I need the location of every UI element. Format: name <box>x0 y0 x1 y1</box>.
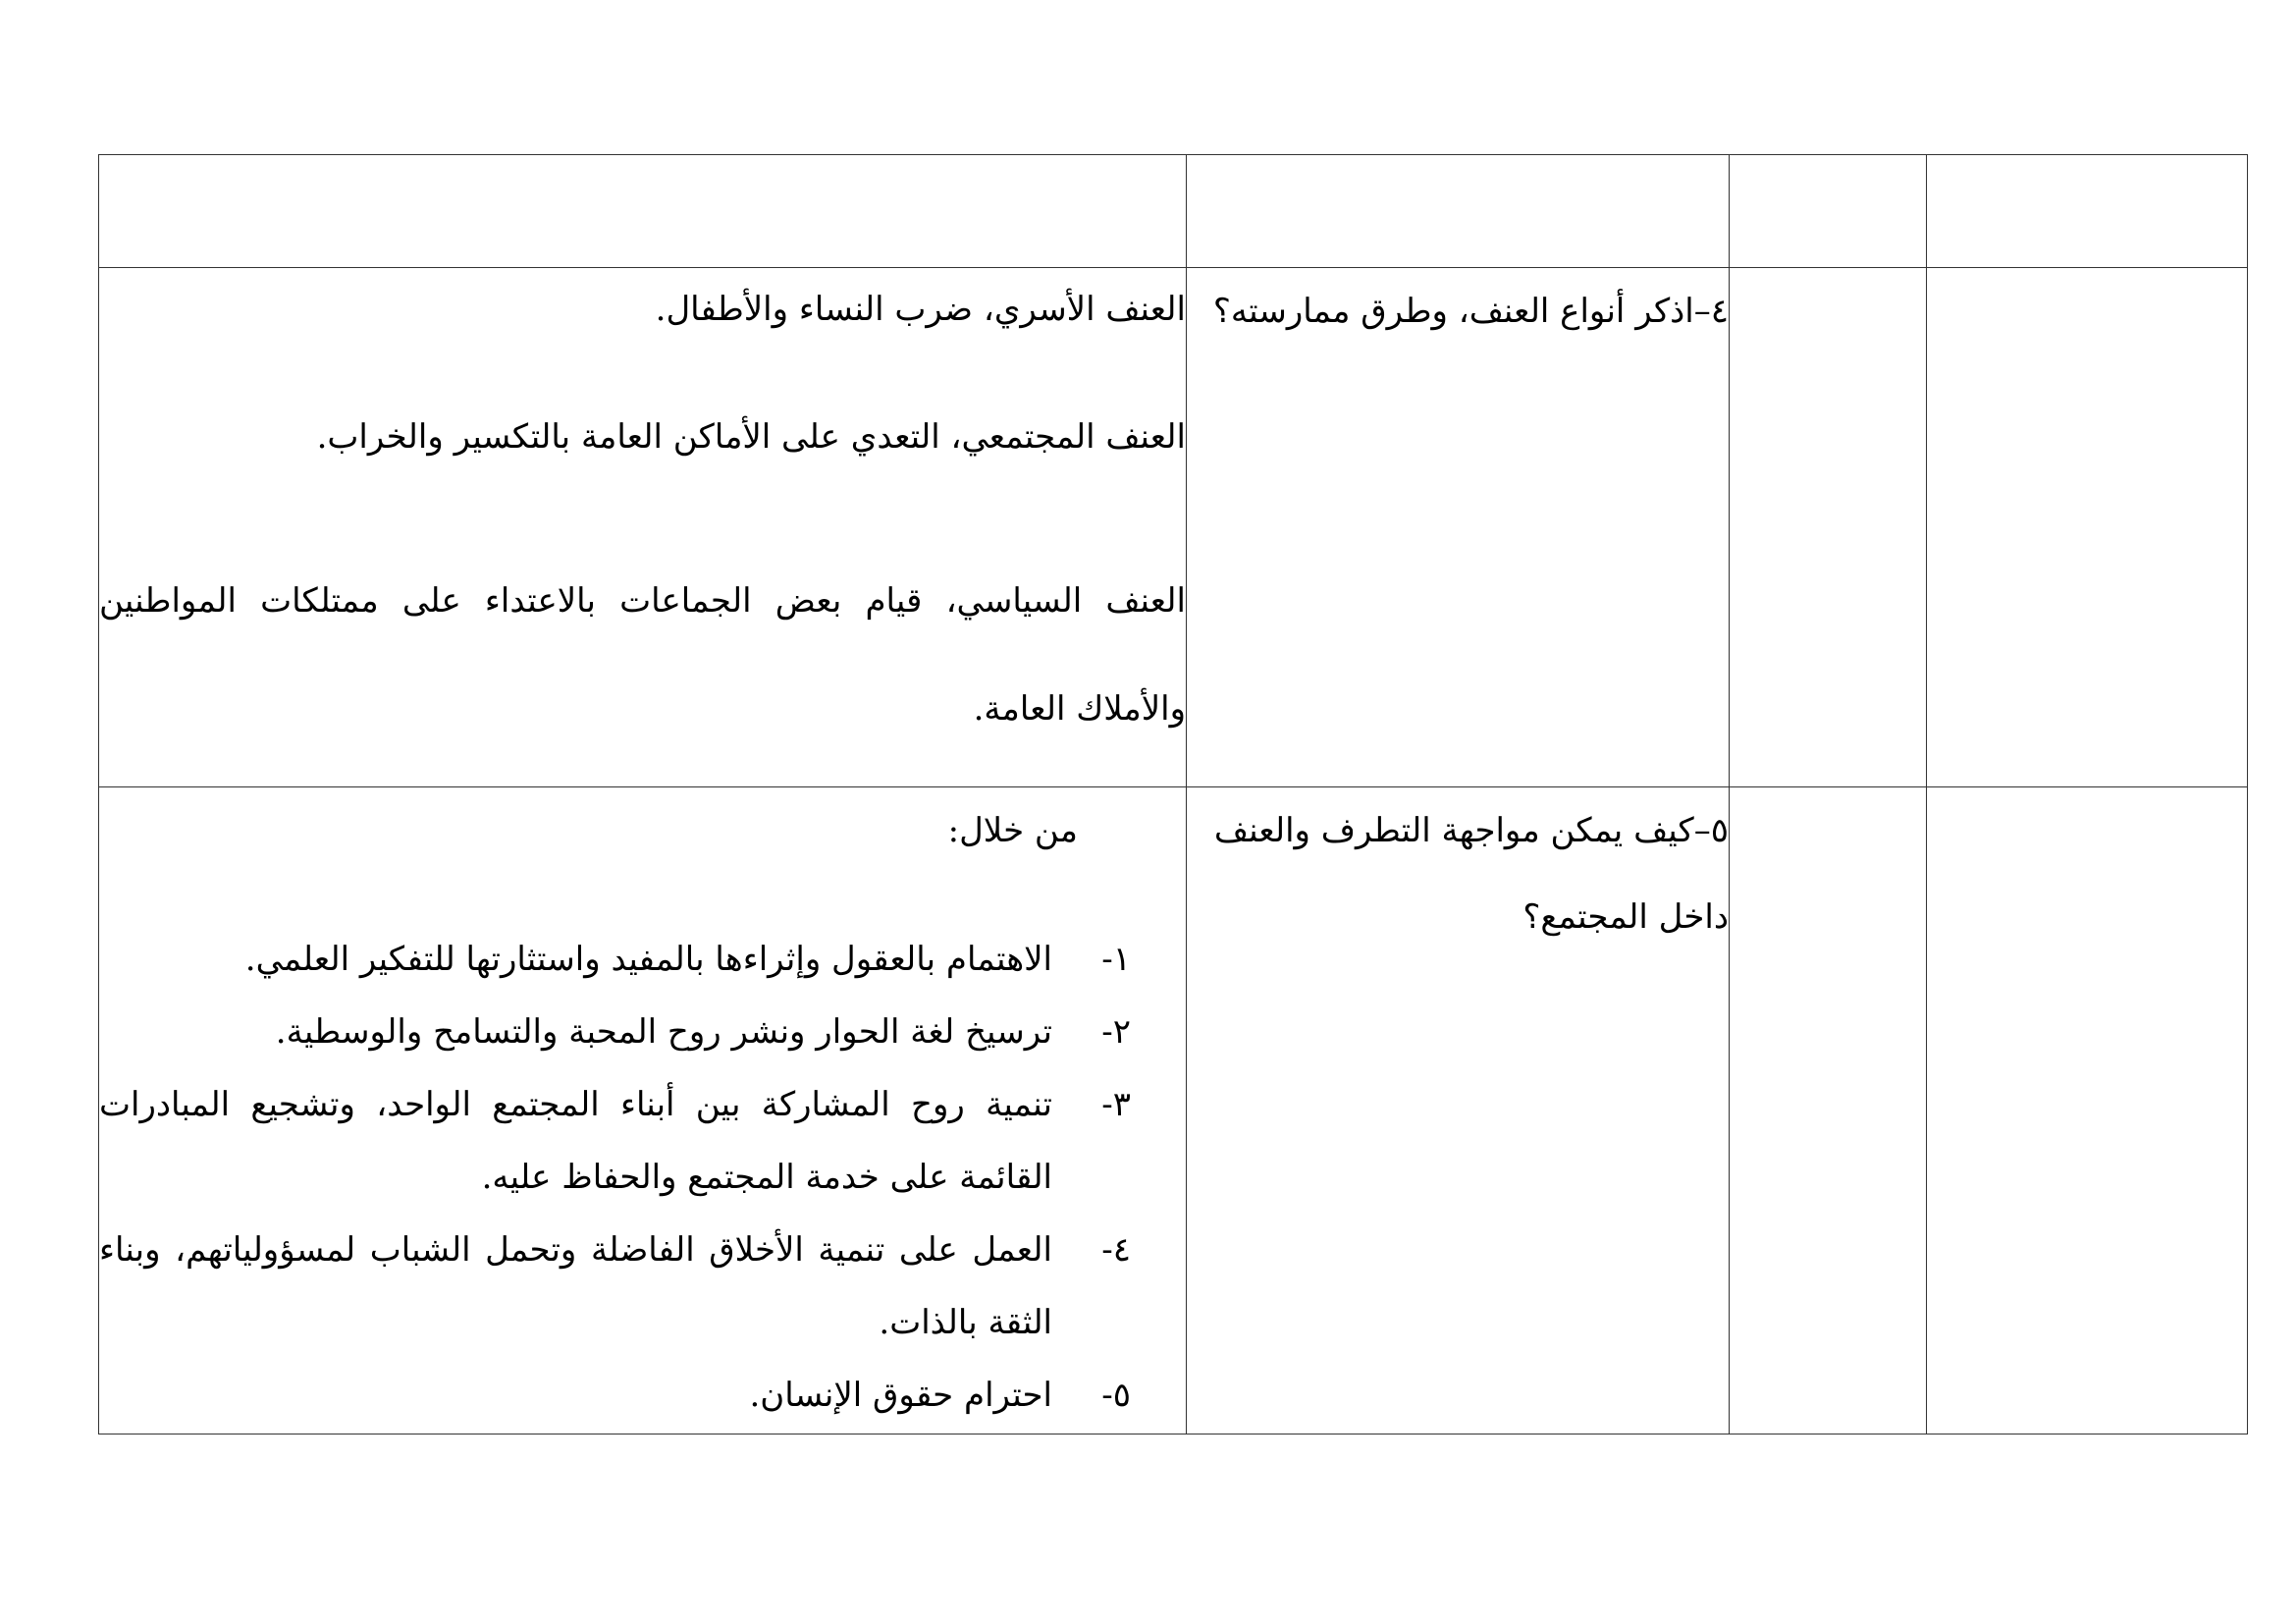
question-4-text: ٤–اذكر أنواع العنف، وطرق ممارسته؟ <box>1212 292 1729 331</box>
answer-cell <box>99 787 1187 1435</box>
question-cell <box>1187 268 1730 787</box>
empty-cell <box>1927 155 2248 268</box>
list-item <box>99 923 1186 996</box>
list-text: احترام حقوق الإنسان. <box>749 1376 1052 1415</box>
list-text: ترسيخ لغة الحوار ونشر روح المحبة والتسامح والوسطية. <box>275 1012 1052 1052</box>
list-number: ١- <box>1101 940 1131 979</box>
answer-line: العنف المجتمعي، التعدي على الأماكن العامة بالتكسير والخراب. <box>316 417 1186 457</box>
empty-cell <box>1187 155 1730 268</box>
blank-cell <box>1730 787 1927 1435</box>
list-number: ٤- <box>1101 1230 1131 1270</box>
list-text: تنمية روح المشاركة بين أبناء المجتمع الواحد، وتشجيع المبادرات القائمة على خدمة المجتمع والحفاظ عليه. <box>99 1085 1052 1197</box>
answer-intro: من خلال: <box>947 811 1078 850</box>
table-row-question-5 <box>99 787 2248 1435</box>
table-row-question-4 <box>99 268 2248 787</box>
blank-cell <box>1730 268 1927 787</box>
list-text: الاهتمام بالعقول وإثراءها بالمفيد واستثارتها للتفكير العلمي. <box>244 940 1052 979</box>
question-cell <box>1187 787 1730 1435</box>
answer-line: العنف السياسي، قيام بعض الجماعات بالاعتداء على ممتلكات المواطنين والأملاك العامة. <box>99 581 1186 729</box>
list-item <box>99 1068 1186 1214</box>
list-text: العمل على تنمية الأخلاق الفاضلة وتحمل الشباب لمسؤولياتهم، وبناء الثقة بالذات. <box>99 1230 1052 1342</box>
answer-cell <box>99 268 1187 787</box>
list-number: ٣- <box>1101 1085 1131 1124</box>
blank-cell <box>1927 268 2248 787</box>
list-number: ٢- <box>1101 1012 1131 1052</box>
list-item <box>99 1214 1186 1359</box>
empty-cell <box>99 155 1187 268</box>
blank-cell <box>1927 787 2248 1435</box>
answer-line: العنف الأسري، ضرب النساء والأطفال. <box>655 290 1186 329</box>
answer-list <box>99 923 1186 1432</box>
worksheet-table <box>98 154 2248 1435</box>
list-number: ٥- <box>1101 1376 1131 1415</box>
list-item <box>99 996 1186 1068</box>
table-row-empty <box>99 155 2248 268</box>
question-5-text: ٥–كيف يمكن مواجهة التطرف والعنف داخل المجتمع؟ <box>1213 811 1729 937</box>
empty-cell <box>1730 155 1927 268</box>
list-item <box>99 1359 1186 1432</box>
